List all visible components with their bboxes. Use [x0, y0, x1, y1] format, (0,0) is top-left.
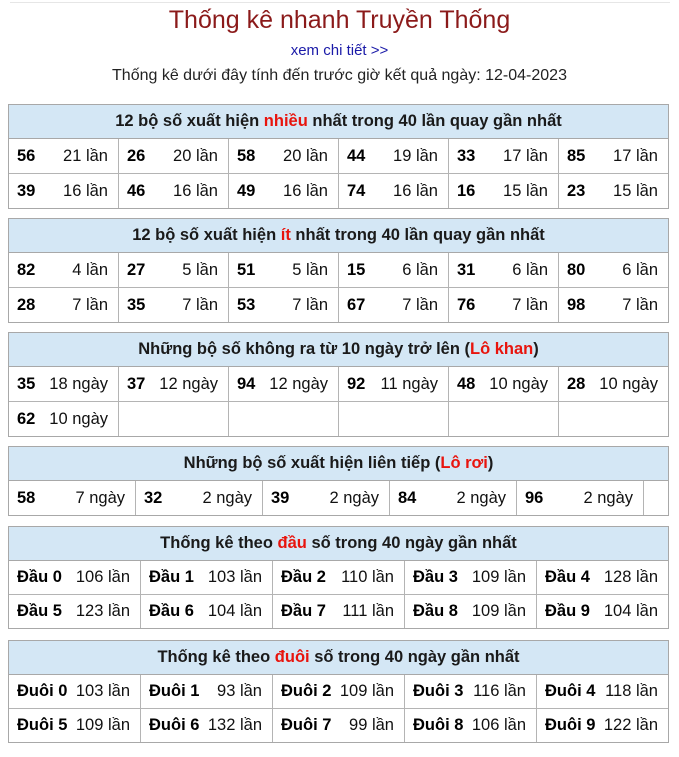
- dau-cell: [273, 561, 405, 594]
- number-cell: [119, 253, 229, 287]
- count: 7 lần: [182, 295, 218, 314]
- days: 12 ngày: [269, 374, 328, 393]
- number-cell: [449, 367, 559, 401]
- count: 6 lần: [622, 260, 658, 279]
- dau-label: Đầu 6: [149, 602, 194, 620]
- days: 2 ngày: [202, 488, 252, 507]
- dau-stats-table: [8, 526, 669, 629]
- table-row: [9, 402, 668, 436]
- dau-cell: [405, 595, 537, 628]
- table-row: [9, 709, 668, 742]
- header-text: Thống kê theo: [157, 648, 275, 666]
- header-highlight: đuôi: [274, 648, 310, 666]
- empty-cell: [559, 402, 668, 436]
- number: 31: [457, 260, 476, 279]
- number-cell: [9, 402, 119, 436]
- duoi-cell: [9, 675, 141, 708]
- number: 35: [127, 295, 146, 314]
- detail-link[interactable]: xem chi tiết >>: [290, 42, 389, 59]
- dau-cell: [537, 561, 668, 594]
- count: 128 lần: [603, 568, 658, 586]
- number-cell: [119, 174, 229, 208]
- duoi-label: Đuôi 4: [545, 682, 596, 700]
- duoi-cell: [9, 709, 141, 742]
- dau-cell: [9, 561, 141, 594]
- days: 2 ngày: [329, 488, 379, 507]
- lo-khan-header: [9, 333, 668, 367]
- duoi-label: Đuôi 6: [149, 716, 200, 734]
- dau-cell: [141, 561, 273, 594]
- number-cell: [119, 288, 229, 322]
- days: 2 ngày: [583, 488, 633, 507]
- number-cell: [449, 139, 559, 173]
- days: 10 ngày: [599, 374, 658, 393]
- number: 16: [457, 181, 476, 200]
- dau-cell: [405, 561, 537, 594]
- duoi-header: [9, 641, 668, 675]
- duoi-label: Đuôi 0: [17, 682, 68, 700]
- dau-label: Đầu 7: [281, 602, 326, 620]
- number: 44: [347, 146, 366, 165]
- count: 16 lần: [63, 181, 108, 200]
- dau-cell: [537, 595, 668, 628]
- days: 18 ngày: [49, 374, 108, 393]
- number: 32: [144, 488, 163, 507]
- table-row: [9, 139, 668, 174]
- number-cell: [229, 174, 339, 208]
- number: 58: [237, 146, 256, 165]
- number: 33: [457, 146, 476, 165]
- number-cell: [9, 481, 136, 515]
- count: 16 lần: [393, 181, 438, 200]
- number-cell: [9, 288, 119, 322]
- count: 4 lần: [72, 260, 108, 279]
- count: 118 lần: [605, 682, 658, 700]
- empty-cell: [644, 481, 668, 515]
- number-cell: [559, 139, 668, 173]
- days: 11 ngày: [380, 374, 438, 393]
- number-cell: [119, 367, 229, 401]
- least-frequent-table: [8, 218, 669, 323]
- count: 132 lần: [207, 716, 262, 734]
- count: 104 lần: [603, 602, 658, 620]
- table-row: [9, 675, 668, 709]
- duoi-cell: [405, 709, 537, 742]
- most-frequent-header: [9, 105, 668, 139]
- number: 80: [567, 260, 586, 279]
- number: 85: [567, 146, 586, 165]
- number: 67: [347, 295, 366, 314]
- dau-cell: [273, 595, 405, 628]
- count: 7 lần: [402, 295, 438, 314]
- table-row: [9, 253, 668, 288]
- dau-label: Đầu 3: [413, 568, 458, 586]
- number-cell: [449, 174, 559, 208]
- number: 82: [17, 260, 36, 279]
- table-row: [9, 561, 668, 595]
- count: 103 lần: [207, 568, 262, 586]
- dau-label: Đầu 9: [545, 602, 590, 620]
- count: 7 lần: [622, 295, 658, 314]
- number-cell: [339, 288, 449, 322]
- count: 111 lần: [342, 602, 394, 620]
- duoi-cell: [141, 709, 273, 742]
- duoi-label: Đuôi 2: [281, 682, 332, 700]
- duoi-cell: [537, 709, 668, 742]
- number: 35: [17, 374, 36, 393]
- number: 53: [237, 295, 256, 314]
- number-cell: [9, 367, 119, 401]
- number: 28: [17, 295, 36, 314]
- number: 62: [17, 409, 36, 428]
- count: 7 lần: [512, 295, 548, 314]
- number: 56: [17, 146, 36, 165]
- count: 103 lần: [75, 682, 130, 700]
- number: 94: [237, 374, 256, 393]
- count: 109 lần: [75, 716, 130, 734]
- header-highlight: đầu: [277, 534, 307, 552]
- number-cell: [263, 481, 390, 515]
- count: 20 lần: [173, 146, 218, 165]
- table-row: [9, 595, 668, 628]
- duoi-label: Đuôi 1: [149, 682, 200, 700]
- table-row: [9, 288, 668, 322]
- dau-cell: [9, 595, 141, 628]
- duoi-cell: [273, 709, 405, 742]
- header-text: 12 bộ số xuất hiện: [132, 226, 281, 244]
- least-frequent-header: [9, 219, 668, 253]
- days: 7 ngày: [75, 488, 125, 507]
- count: 110 lần: [341, 568, 394, 586]
- days: 10 ngày: [49, 409, 108, 428]
- count: 116 lần: [473, 682, 526, 700]
- count: 122 lần: [603, 716, 658, 734]
- count: 7 lần: [292, 295, 328, 314]
- number-cell: [559, 367, 668, 401]
- count: 109 lần: [471, 602, 526, 620]
- count: 106 lần: [471, 716, 526, 734]
- duoi-cell: [273, 675, 405, 708]
- count: 15 lần: [503, 181, 548, 200]
- header-text: số trong 40 ngày gần nhất: [306, 534, 517, 552]
- number: 92: [347, 374, 366, 393]
- count: 5 lần: [182, 260, 218, 279]
- duoi-label: Đuôi 7: [281, 716, 332, 734]
- lo-roi-header: [9, 447, 668, 481]
- header-highlight: Lô khan: [469, 340, 534, 358]
- count: 17 lần: [613, 146, 658, 165]
- count: 6 lần: [512, 260, 548, 279]
- count: 123 lần: [75, 602, 130, 620]
- number: 48: [457, 374, 476, 393]
- header-highlight: ít: [280, 226, 291, 244]
- number-cell: [559, 288, 668, 322]
- dau-label: Đầu 2: [281, 568, 326, 586]
- count: 21 lần: [63, 146, 108, 165]
- number-cell: [119, 139, 229, 173]
- number: 23: [567, 181, 586, 200]
- count: 104 lần: [207, 602, 262, 620]
- days: 2 ngày: [456, 488, 506, 507]
- dau-label: Đầu 4: [545, 568, 590, 586]
- dau-cell: [141, 595, 273, 628]
- number-cell: [449, 253, 559, 287]
- number-cell: [559, 253, 668, 287]
- header-text: Những bộ số xuất hiện liên tiếp (: [183, 454, 441, 472]
- header-text: 12 bộ số xuất hiện: [115, 112, 264, 130]
- duoi-cell: [141, 675, 273, 708]
- table-row: [9, 367, 668, 402]
- number-cell: [229, 367, 339, 401]
- lo-roi-table: [8, 446, 669, 516]
- number-cell: [339, 139, 449, 173]
- top-divider: [10, 2, 670, 3]
- number-cell: [449, 288, 559, 322]
- number-cell: [136, 481, 263, 515]
- number-cell: [229, 253, 339, 287]
- number: 96: [525, 488, 544, 507]
- number-cell: [559, 174, 668, 208]
- dau-label: Đầu 1: [149, 568, 194, 586]
- count: 16 lần: [283, 181, 328, 200]
- count: 6 lần: [402, 260, 438, 279]
- dau-label: Đầu 5: [17, 602, 62, 620]
- page-subtitle: Thống kê dưới đây tính đến trước giờ kết quả ngày: 12-04-2023: [112, 67, 567, 84]
- count: 109 lần: [339, 682, 394, 700]
- count: 5 lần: [292, 260, 328, 279]
- most-frequent-table: [8, 104, 669, 209]
- header-text: nhất trong 40 lần quay gần nhất: [307, 112, 562, 130]
- header-highlight: Lô rơi: [440, 454, 488, 472]
- number: 46: [127, 181, 146, 200]
- header-text: số trong 40 ngày gần nhất: [309, 648, 520, 666]
- empty-cell: [229, 402, 339, 436]
- number-cell: [9, 174, 119, 208]
- duoi-label: Đuôi 5: [17, 716, 68, 734]
- header-text: Những bộ số không ra từ 10 ngày trở lên (: [138, 340, 470, 358]
- count: 20 lần: [283, 146, 328, 165]
- number: 58: [17, 488, 36, 507]
- count: 19 lần: [393, 146, 438, 165]
- number: 84: [398, 488, 417, 507]
- lo-khan-table: [8, 332, 669, 437]
- count: 109 lần: [471, 568, 526, 586]
- empty-cell: [449, 402, 559, 436]
- number: 76: [457, 295, 476, 314]
- dau-header: [9, 527, 668, 561]
- number: 27: [127, 260, 146, 279]
- header-text: Thống kê theo: [160, 534, 278, 552]
- count: 99 lần: [349, 716, 394, 734]
- number-cell: [390, 481, 517, 515]
- count: 106 lần: [75, 568, 130, 586]
- number: 28: [567, 374, 586, 393]
- dau-label: Đầu 8: [413, 602, 458, 620]
- number: 39: [271, 488, 290, 507]
- duoi-stats-table: [8, 640, 669, 743]
- header-highlight: nhiều: [263, 112, 308, 130]
- number: 26: [127, 146, 146, 165]
- count: 15 lần: [613, 181, 658, 200]
- duoi-label: Đuôi 8: [413, 716, 464, 734]
- number-cell: [339, 253, 449, 287]
- number-cell: [229, 288, 339, 322]
- number: 51: [237, 260, 256, 279]
- days: 12 ngày: [159, 374, 218, 393]
- empty-cell: [339, 402, 449, 436]
- count: 7 lần: [72, 295, 108, 314]
- dau-label: Đầu 0: [17, 568, 62, 586]
- number-cell: [339, 367, 449, 401]
- number-cell: [229, 139, 339, 173]
- table-row: [9, 481, 668, 515]
- header-text: ): [533, 340, 539, 358]
- duoi-label: Đuôi 3: [413, 682, 464, 700]
- count: 93 lần: [217, 682, 262, 700]
- number-cell: [517, 481, 644, 515]
- number: 49: [237, 181, 256, 200]
- header-text: ): [487, 454, 494, 472]
- header-text: nhất trong 40 lần quay gần nhất: [290, 226, 545, 244]
- number: 39: [17, 181, 36, 200]
- page-title: Thống kê nhanh Truyền Thống: [168, 6, 511, 34]
- count: 16 lần: [173, 181, 218, 200]
- number: 15: [347, 260, 366, 279]
- duoi-cell: [537, 675, 668, 708]
- count: 17 lần: [503, 146, 548, 165]
- number-cell: [339, 174, 449, 208]
- number-cell: [9, 139, 119, 173]
- table-row: [9, 174, 668, 208]
- empty-cell: [119, 402, 229, 436]
- number: 74: [347, 181, 366, 200]
- number-cell: [9, 253, 119, 287]
- days: 10 ngày: [489, 374, 548, 393]
- duoi-label: Đuôi 9: [545, 716, 596, 734]
- duoi-cell: [405, 675, 537, 708]
- number: 98: [567, 295, 586, 314]
- number: 37: [127, 374, 146, 393]
